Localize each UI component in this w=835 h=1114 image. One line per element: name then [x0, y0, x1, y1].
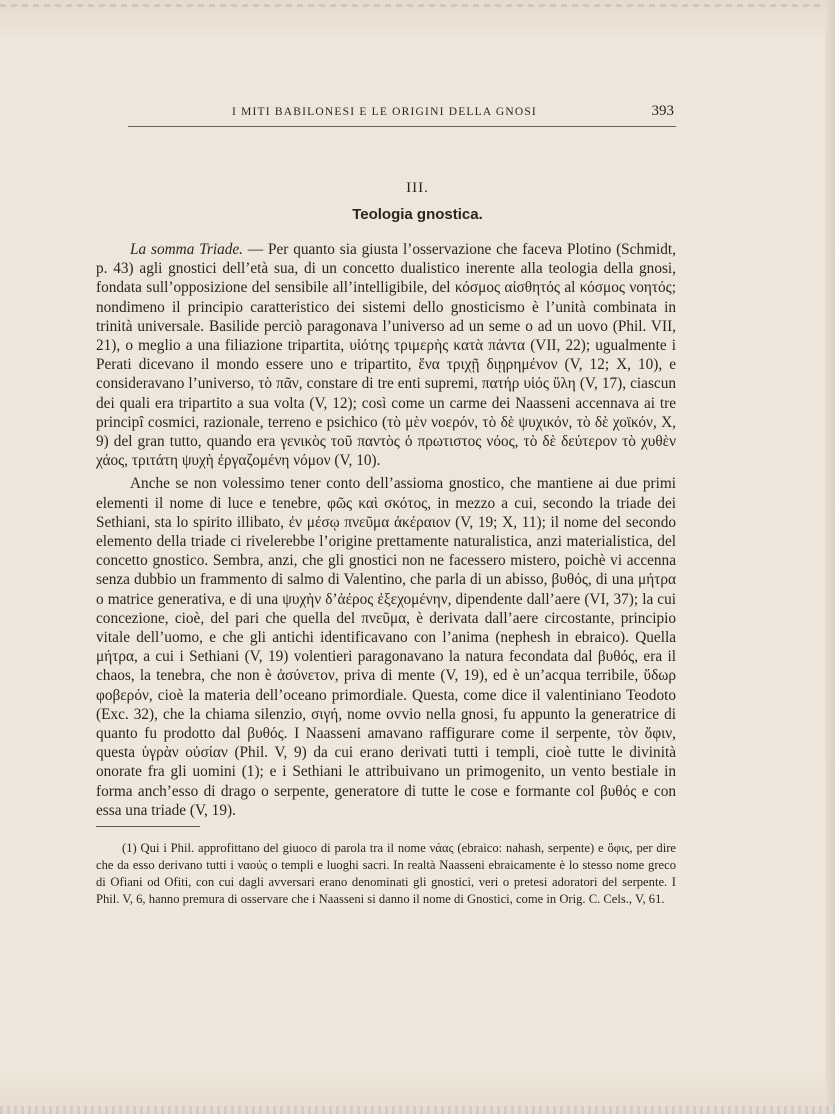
paragraph-1-text: — Per quanto sia giusta l’osservazione che faceva Plotino (Schmidt, p. 43) agli gnostici dell’età sua, di un concetto dualistico inerente alla teologia della gnosi, fondata sull’opposizione del sensibile all’intelligibile, del κόσμος αἰσθητός al κόσμος νοητός; nondimeno il principio caratteristico dei sistemi dello gnosticismo è l’unità combinata in trinità universale. Basilide perciò paragonava l’universo ad un seme o ad un uovo (Phil. VII, 21), o meglio a una filiazione tripartita, υἱότης τριμερὴς κατὰ πάντα (VII, 22); ugualmente i Perati dicevano il mondo essere uno e tripartito, ἕνα τριχῇ διῃρημένον (V, 12; X, 10), e consideravano l’universo, τὸ πᾶν, constare di tre enti supremi, πατήρ υἱός ὕλη (V, 17), ciascun dei quali era tripartito a sua volta (V, 12); così come un carme dei Naasseni accennava ai tre principî cosmici, razionale, terreno e psichico (τὸ μὲν νοερόν, τὸ δὲ ψυχικόν, τὸ δὲ χοϊκόν, X, 9) del gran tutto, quando era γενικὸς τοῦ παντὸς ὁ πρωτιστος νόος, τὸ δὲ δεύτερον τὸ χυθὲν χάος, τριτάτη ψυχὴ ἐργαζομένη νόμον (V, 10).	[96, 241, 676, 470]
top-edge-texture	[0, 4, 835, 7]
page-right-edge	[825, 0, 835, 1114]
body-text	[96, 240, 676, 820]
section-title: Teologia gnostica.	[352, 206, 483, 223]
page-number: 393	[651, 103, 674, 119]
footnote	[96, 840, 676, 908]
paragraph-1	[96, 240, 676, 470]
paragraph-1-lead: La somma Triade.	[130, 241, 243, 258]
running-head	[128, 102, 676, 127]
section-number: III.	[406, 180, 429, 196]
footnote-divider	[96, 826, 200, 827]
page-bottom-edge	[0, 1106, 835, 1114]
running-head-title: I MITI BABILONESI E LE ORIGINI DELLA GNOSI	[232, 106, 537, 118]
paragraph-2-text: Anche se non volessimo tener conto dell’assioma gnostico, che mantiene ai due primi elementi il nome di luce e tenebre, φῶς καὶ σκότος, in mezzo a cui, secondo la triade dei Sethiani, sta lo spirito illibato, ἐν μέσῳ πνεῦμα ἀκέραιον (V, 19; X, 11); il nome del secondo elemento della triade ci rivelerebbe l’origine prettamente naturalistica, anzi materialistica, del concetto gnostico. Sembra, anzi, che gli gnostici non ne facessero mistero, poichè vi accenna senza dubbio un frammento di salmo di Valentino, che parla di un abisso, βυθός, di una μήτρα o matrice generativa, e di una ψυχὴν δ’ἀέρος ἐξεχομένην, dipendente dall’aere (VI, 37); la cui concezione, cioè, del pari che quella del πνεῦμα, è derivata dall’aere circostante, principio vitale dell’uomo, e che gli antichi identificavano con l’anima (nephesh in ebraico). Quella μήτρα, a cui i Sethiani (V, 19) volentieri paragonavano la natura fecondata dal βυθός, era il chaos, la tenebra, che non è ἀσύνετον, priva di mente (V, 19), ed è un’acqua terribile, ὕδωρ φοβερόν, cioè la materia dell’oceano primordiale. Questa, come dice il valentiniano Teodoto (Exc. 32), che la chiama silenzio, σιγή, nome ovvio nella gnosi, fu appunto la generatrice di quanto fu prodotto dal βυθός. I Naasseni amavano raffigurare come il serpente, τὸν ὄφιν, questa ὑγρὰν οὐσίαν (Phil. V, 9) da cui erano derivati tutti i templi, cioè tutte le divinità onorate fra gli uomini (1); e i Sethiani le attribuivano un primogenito, un vento bestiale in forma anch’esso di drago o serpente, generatore di tutte le cose e formante col βυθός e con essa una triade (V, 19).	[96, 475, 676, 819]
footnote-text: (1) Qui i Phil. approfittano del giuoco di parola tra il nome νάας (ebraico: nahash, serpente) e ὄφις, per dire che da esso derivano tutti i ναούς o templi e luoghi sacri. In realtà Naasseni ebraicamente è lo stesso nome greco di Ofiani od Ofiti, con cui dagli avversari erano denominati gli gnostici, veri o pretesi adoratori del serpente. I Phil. V, 6, hanno premura di osservare che i Naasseni si danno il nome di Gnostici, come in Orig. C. Cels., V, 61.	[96, 841, 676, 906]
paragraph-2	[96, 474, 676, 820]
